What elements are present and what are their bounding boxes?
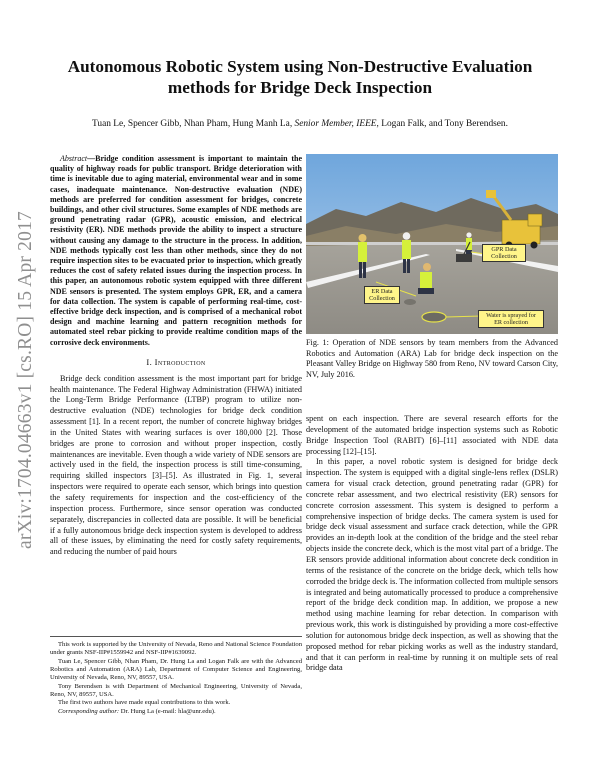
footnotes <box>50 636 302 716</box>
right-paragraph-1: spent on each inspection. There are several research efforts for the development of the automated bridge inspection systems such as Robotic Bridge Inspection Tool (RABIT) [6]–[11] associated with NDE data processing [12]–[15]. <box>306 414 558 456</box>
label-er-data-collection: ER Data Collection <box>364 286 400 304</box>
arxiv-identifier <box>14 212 38 548</box>
abstract <box>50 154 302 348</box>
figure-1-caption: Fig. 1: Operation of NDE sensors by team members from the Advanced Robotics and Automation (ARA) Lab for bridge deck inspection on the Pleasant Valley Bridge on Highway 580 from Reno, NV toward Carson City, NV, July 2016. <box>306 338 558 380</box>
title-line-1: Autonomous Robotic System using Non-Destructive Evaluation <box>67 57 533 76</box>
authors-main: Tuan Le, Spencer Gibb, Nhan Pham, Hung Manh La, <box>92 119 295 129</box>
footnote-corresponding <box>50 708 302 716</box>
abstract-text: —Bridge condition assessment is important to maintain the quality of highway roads for public transport. Bridge deterioration with time is inevitable due to aging material, environmental wear and in some cases, inadequate maintenance. Non-destructive evaluation (NDE) methods are preferred for condition assessment for bridges, concrete buildings, and other civil structures. Some examples of NDE methods are ground penetrating radar (GPR), acoustic emission, and electrical resistivity (ER). NDE methods provide the ability to inspect a structure without causing any damage to the structure in the process. In addition, NDE methods typically cost less than other methods, since they do not require inspection sites to be evacuated prior to inspection, which greatly reduces the cost of safety related issues during the inspection process. In this paper, an autonomous robotic system equipped with three different NDE sensors is presented. The system employs GPR, ER, and a camera for data collection. The system is capable of performing real-time, cost-effective bridge deck inspection, and is comprised of a mechanical robot design and machine learning and pattern recognition methods for automated steel rebar picking to provide realtime condition maps of the corrosive deck environments. <box>50 154 302 347</box>
footnote-equal-contribution: The first two authors have made equal contributions to this work. <box>58 699 231 707</box>
left-column <box>50 154 302 558</box>
author-list <box>36 118 564 130</box>
footnote-affiliation-me: Tony Berendsen is with Department of Mechanical Engineering, University of Nevada, Reno, NV, 89557, USA. <box>50 682 302 699</box>
footnote-corr-label: Corresponding author: <box>58 707 120 715</box>
right-paragraph-2: In this paper, a novel robotic system is designed for bridge deck inspection. The system is equipped with a digital single-lens reflex (DSLR) camera for visual crack detection, ground penetrating radar (GPR) for concrete rebar assessment, and two electrical resistivity (ER) sensors for concrete corrosion assessment. This system is designed to perform a comprehensive inspection of bridge decks. The camera system is used for bridge deck visual assessment and surface crack detection, while the GPR provides an in-depth look at the condition of the bridge and the steel rebar objects inside the concrete deck, which is the most vital part of a bridge. The ER sensors provide additional information about concrete deck condition in terms of the resistance of the concrete on the bridge deck, which tells how corroded the bridge deck is. The information collected from multiple sensors is integrated and being automatically processed to produce a comprehensive report of the bridge deck condition map. In addition, we propose a new method using machine learning for rebar detection. In comparison with previous work, this work is distinguished by providing a more cost-effective solution for autonomous bridge deck inspection, as well as showing that the proposed method for rebar picking works as well as the industry standard, and that it can perform in real-time by running it on multiple sets of real bridge data <box>306 457 558 673</box>
title-line-2: methods for Bridge Deck Inspection <box>167 78 433 97</box>
authors-tail: , Logan Falk, and Tony Berendsen. <box>376 119 508 129</box>
right-column-body <box>306 414 558 674</box>
arxiv-id-text: arXiv:1704.04663v1 [cs.RO] 15 Apr 2017 <box>15 211 36 549</box>
footnote-funding: This work is supported by the University of Nevada, Reno and National Science Foundation under grants NSF-IIP#1559942 and NSF-IIP#1639092. <box>50 641 302 657</box>
label-gpr-data-collection: GPR Data Collection <box>482 244 526 262</box>
figure-1-photo <box>306 154 558 334</box>
label-water-sprayed: Water is sprayed for ER collection <box>478 310 544 328</box>
paper-title <box>40 56 560 98</box>
footnote-affiliation-ara: Tuan Le, Spencer Gibb, Nhan Pham, Dr. Hung La and Logan Falk are with the Advanced Robotics and Automation (ARA) Lab, Department of Computer Science and Engineering, University of Nevada, Reno, NV, 89557, USA. <box>50 657 302 682</box>
section-heading-introduction: I. Introduction <box>146 356 206 367</box>
abstract-label: Abstract <box>60 154 88 163</box>
footnote-corr-text: Dr. Hung La (e-mail: hla@unr.edu). <box>119 707 216 715</box>
intro-paragraph: Bridge deck condition assessment is the most important part for bridge health maintenance. The Federal Highway Administration (FHWA) initiated the Long-Term Bridge Performance (LTBP) program to utilize non-destructive evaluation (NDE) technologies for bridge deck condition assessment [1]. In a recent report, the number of concrete highway bridges in the United States with wearing surfaces is over 180,000 [2]. Those bridges are prone to corrosion and without proper inspection, costly maintenances are inevitable. Even though a wide variety of NDE sensors are actively used in the field, the inspection process is still time-consuming, requiring skilled inspectors [3]–[5]. As illustrated in Fig. 1, several inspectors were required to operate each sensor, which brings into question the safety requirements for inspection and the cost-efficiency of the inspection process. Furthermore, since sensor operation was conducted separately, discrepancies in collected data are possible. It will be beneficial if a fully autonomous bridge deck inspection system is developed to address all of these issues, by eliminating the need for costly safety requirements, and reducing the number of paid hours <box>50 373 302 557</box>
authors-role: Senior Member, IEEE <box>294 119 377 129</box>
